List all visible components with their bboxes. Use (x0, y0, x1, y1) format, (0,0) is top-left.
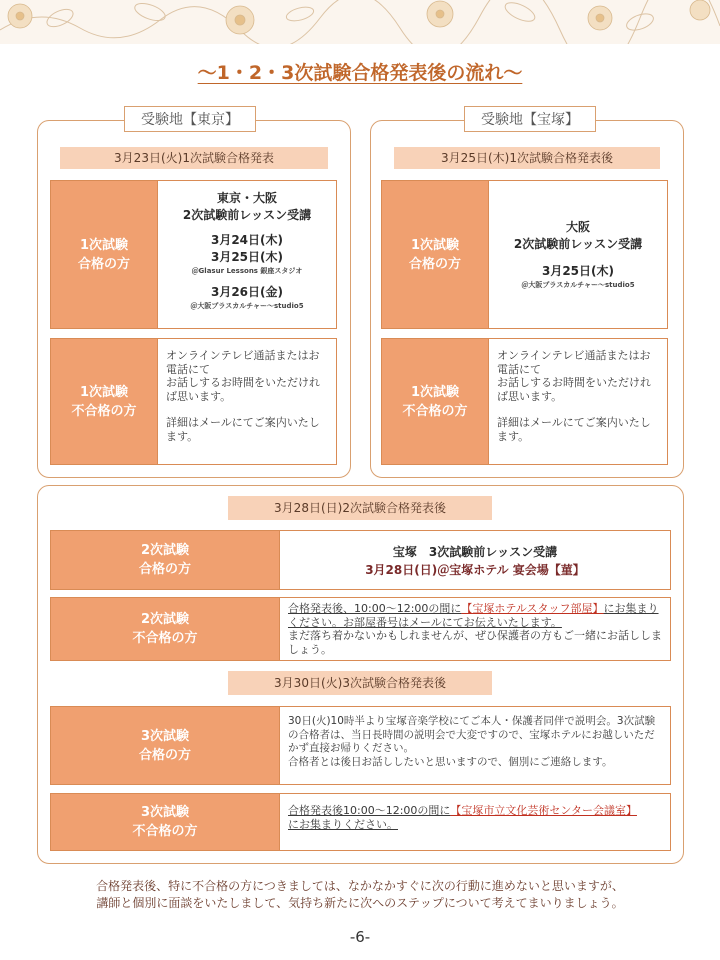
gather-time: 合格発表後10:00〜12:00の間に (288, 804, 451, 817)
third-pass-content (279, 707, 670, 784)
label-line-1: 2次試験 (140, 612, 190, 627)
label-line-2: 合格の方 (77, 256, 130, 272)
lesson-date-1: 3月25日(木) (541, 264, 615, 278)
lesson-title: 2次試験前レッスン受講 (513, 237, 643, 251)
takarazuka-tag: 受験地【宝塚】 (464, 106, 596, 132)
tokyo-pass-row (50, 180, 337, 329)
tokyo-pass-content (157, 181, 336, 328)
tokyo-first-band: 3月23日(火)1次試験合格発表 (60, 147, 328, 169)
contact-note: 合格者とは後日お話ししたいと思いますので、個別にご連絡します。 (288, 755, 613, 768)
page-number: -6- (349, 928, 371, 946)
third-fail-label (51, 794, 279, 850)
second-pass-label (51, 531, 279, 589)
label-line-2: 合格の方 (138, 747, 191, 763)
second-fail-content (279, 598, 670, 660)
lesson-title: 宝塚 3次試験前レッスン受講 (392, 545, 558, 559)
lesson-date-3: 3月26日(金) (210, 285, 284, 299)
tokyo-fail-content (157, 339, 336, 464)
lesson-venue-1: ＠大阪プラスカルチャー〜studio5 (521, 281, 635, 289)
gather-place: 【宝塚市立文化芸術センター会議室】 (450, 804, 637, 817)
floral-header-decoration (0, 0, 720, 44)
label-line-1: 1次試験 (79, 237, 129, 253)
third-pass-row (50, 706, 671, 785)
label-line-1: 1次試験 (410, 384, 460, 400)
lesson-date-1: 3月24日(木) (210, 233, 284, 247)
label-line-2: 不合格の方 (71, 403, 137, 419)
label-line-2: 不合格の方 (132, 631, 198, 646)
tokyo-fail-label (51, 339, 157, 464)
gather-note: にお集まりください。お部屋番号はメールにてお伝えいたします。 (288, 602, 659, 629)
gather-note: にお集まりください。 (288, 817, 398, 831)
third-pass-label (51, 707, 279, 784)
takarazuka-pass-row (381, 180, 668, 329)
label-line-1: 1次試験 (410, 237, 460, 253)
takarazuka-first-band: 3月25日(木)1次試験合格発表後 (394, 147, 660, 169)
footer-note (0, 878, 720, 912)
takarazuka-fail-content (488, 339, 667, 464)
label-line-2: 不合格の方 (402, 403, 468, 419)
label-line-1: 2次試験 (140, 543, 190, 558)
gather-time: 合格発表後、10:00〜12:00の間に (288, 602, 462, 615)
label-line-1: 1次試験 (79, 384, 129, 400)
contact-note: お話しするお時間をいただければ思います。 (166, 376, 320, 403)
takarazuka-pass-label (382, 181, 488, 328)
takarazuka-pass-content (488, 181, 667, 328)
second-pass-content (279, 531, 670, 589)
label-line-1: 3次試験 (140, 805, 190, 820)
contact-method: オンラインテレビ通話またはお電話にて (166, 349, 320, 376)
third-band: 3月30日(火)3次試験合格発表後 (228, 671, 492, 695)
contact-method: オンラインテレビ通話またはお電話にて (497, 349, 651, 376)
tokyo-pass-label (51, 181, 157, 328)
lesson-venue-1: ＠Glasur Lessons 銀座スタジオ (191, 267, 303, 275)
second-fail-row (50, 597, 671, 661)
tokyo-tag: 受験地【東京】 (124, 106, 256, 132)
label-line-2: 合格の方 (138, 562, 191, 577)
third-fail-row (50, 793, 671, 851)
gather-place: 【宝塚ホテルスタッフ部屋】 (461, 602, 604, 615)
label-line-2: 合格の方 (408, 256, 461, 272)
lesson-date-venue: 3月28日(日)＠宝塚ホテル 宴会場【菫】 (365, 563, 585, 577)
second-band: 3月28日(日)2次試験合格発表後 (228, 496, 492, 520)
footer-line-1: 合格発表後、特に不合格の方につきましては、なかなかすぐに次の行動に進めないと思いますが、 (96, 879, 624, 893)
tokyo-fail-row (50, 338, 337, 465)
lesson-venue-2: ＠大阪プラスカルチャー〜studio5 (190, 302, 304, 310)
second-fail-label (51, 598, 279, 660)
lesson-location: 大阪 (565, 220, 590, 234)
label-line-1: 3次試験 (140, 728, 190, 744)
takarazuka-fail-row (381, 338, 668, 465)
detail-note: 詳細はメールにてご案内いたします。 (497, 416, 651, 443)
lesson-location: 東京・大阪 (216, 191, 277, 205)
page-title: 〜1・2・3次試験合格発表後の流れ〜 (197, 62, 523, 84)
briefing-note: 30日(火)10時半より宝塚音楽学校にてご本人・保護者同伴で説明会。3次試験の合格者は、当日長時間の説明会で大変ですので、宝塚ホテルにお越しいただかず直接お帰りください。 (288, 715, 656, 754)
lesson-title: 2次試験前レッスン受講 (182, 208, 312, 222)
second-pass-row (50, 530, 671, 590)
detail-note: 詳細はメールにてご案内いたします。 (166, 416, 320, 443)
footer-line-2: 講師と個別に面談をいたしまして、気持ち新たに次へのステップについて考えてまいりましょう。 (96, 896, 624, 910)
third-fail-content (279, 794, 670, 850)
parent-note: まだ落ち着かないかもしれませんが、ぜひ保護者の方もご一緒にお話ししましょう。 (288, 629, 662, 656)
label-line-2: 不合格の方 (132, 824, 198, 839)
lesson-date-2: 3月25日(木) (210, 250, 284, 264)
takarazuka-fail-label (382, 339, 488, 464)
contact-note: お話しするお時間をいただければ思います。 (497, 376, 651, 403)
